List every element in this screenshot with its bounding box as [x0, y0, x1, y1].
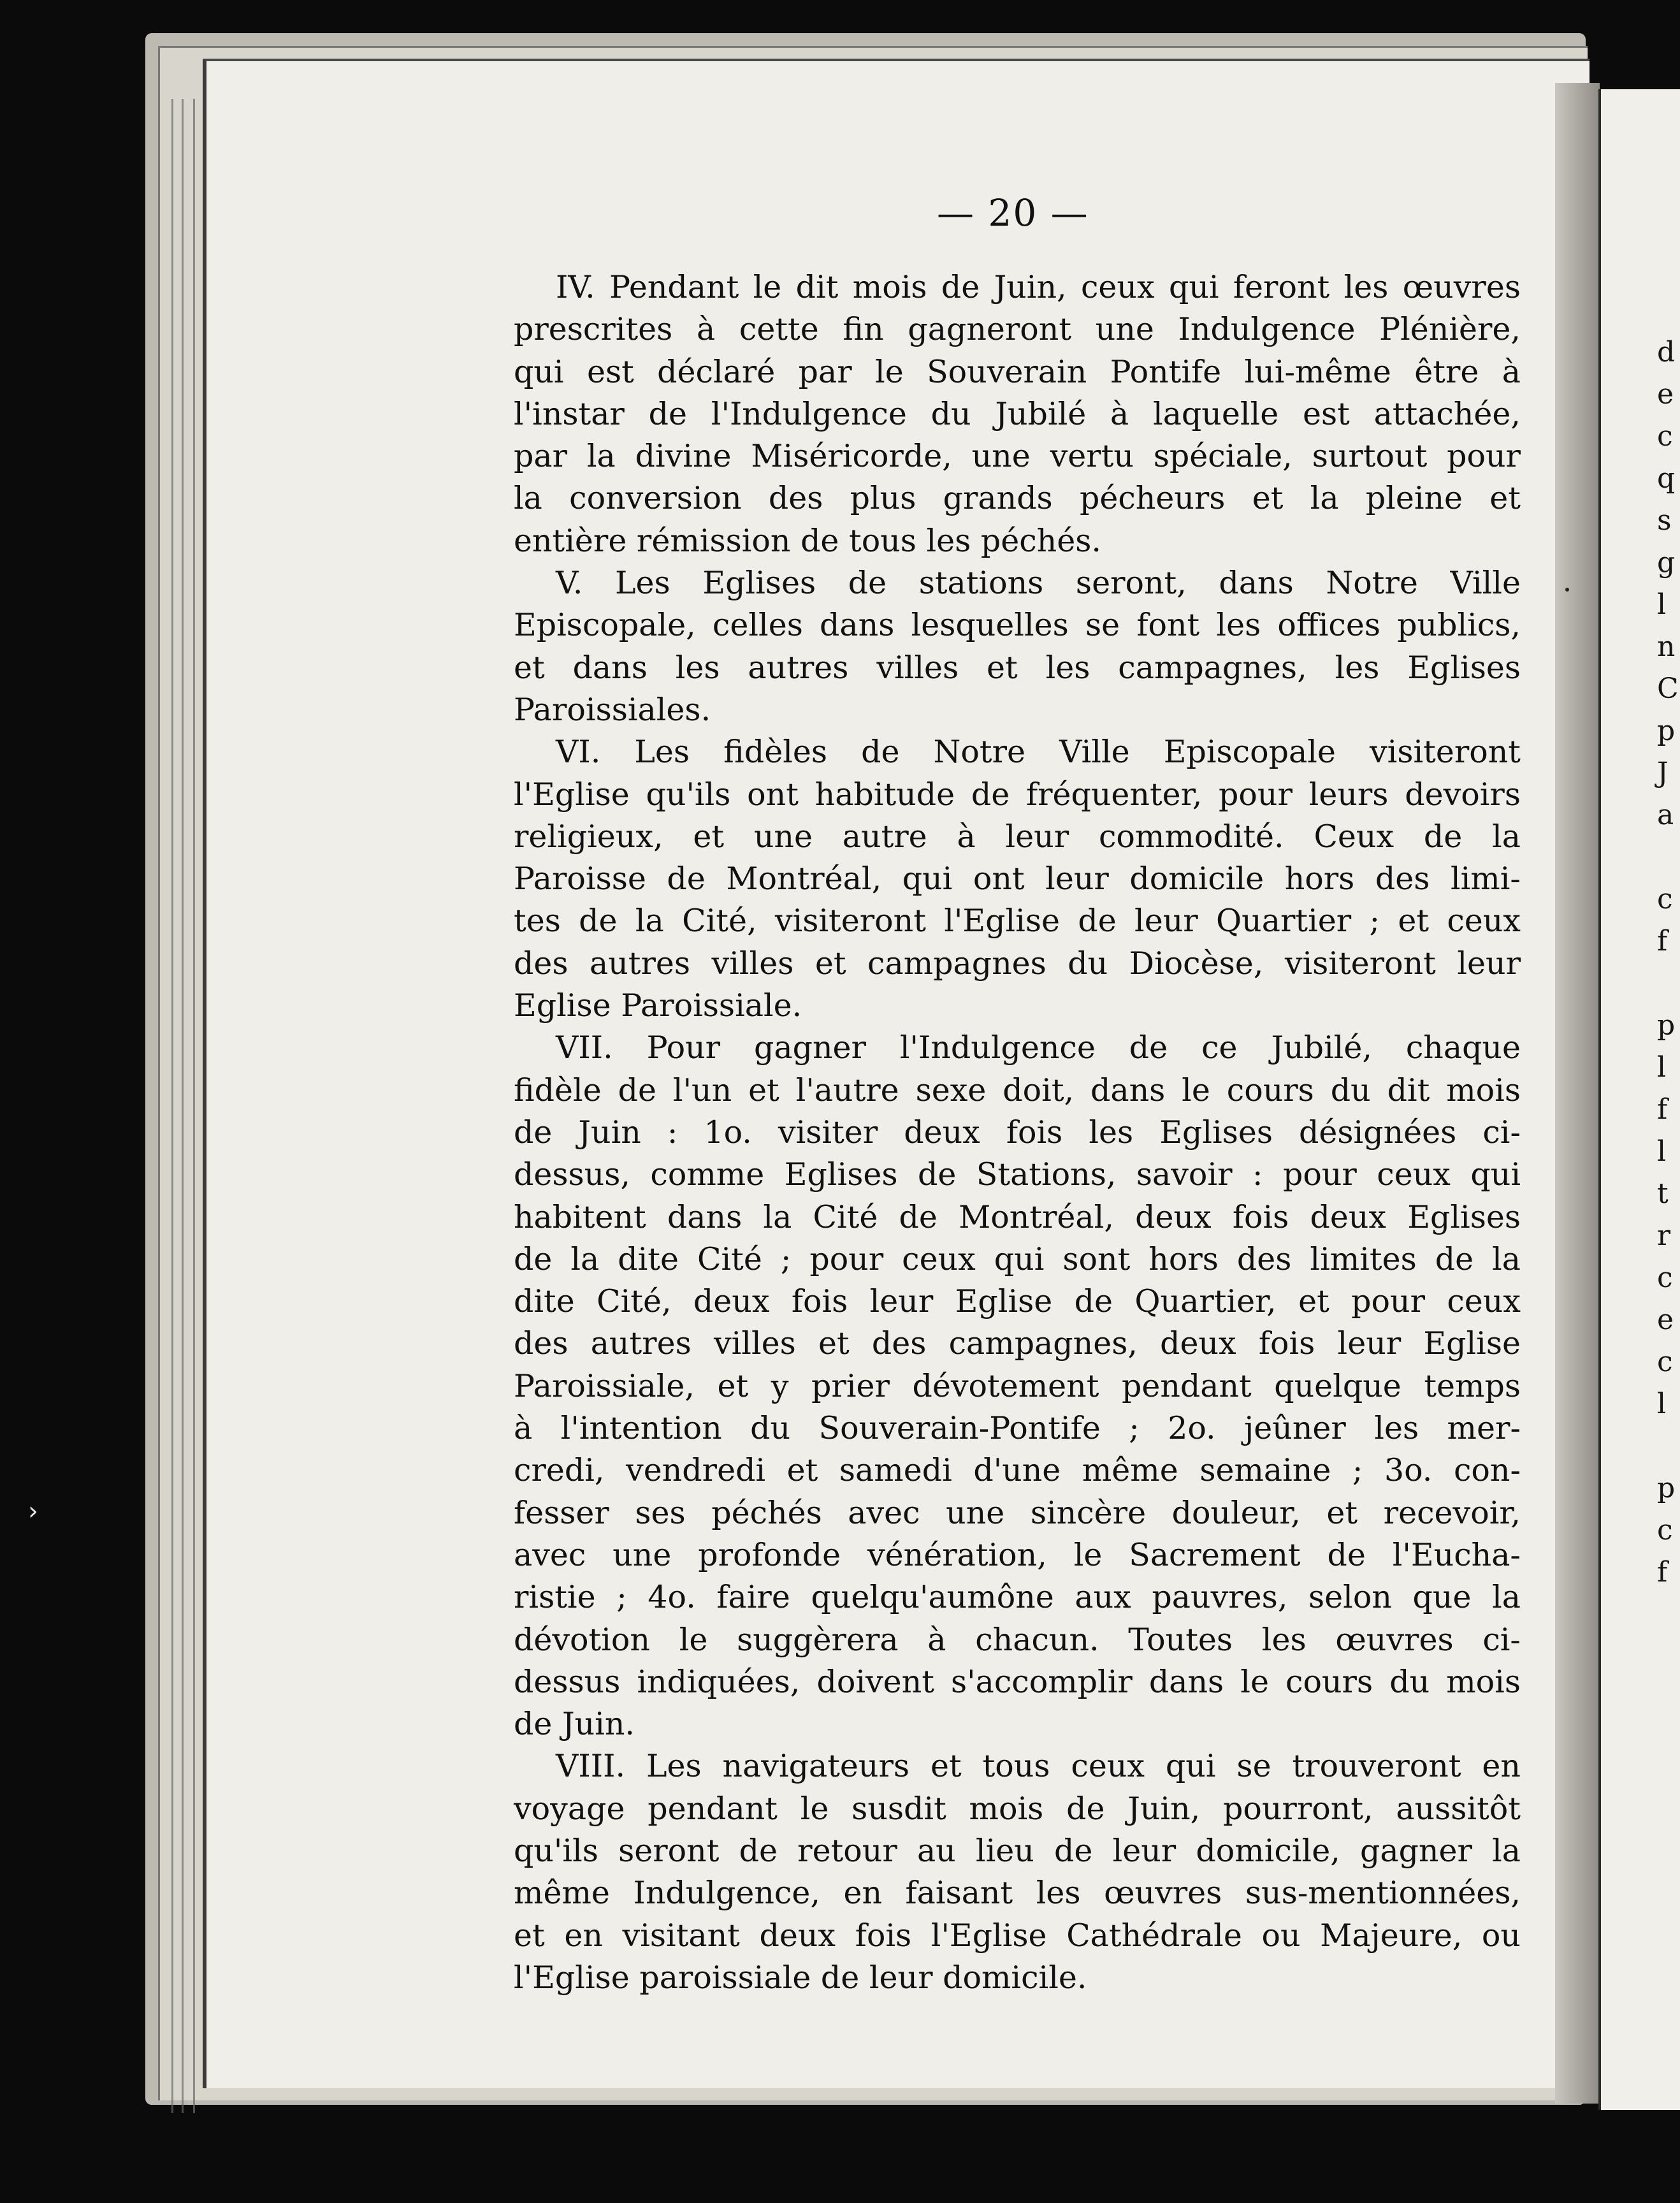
facing-page-fragment: p [1657, 1009, 1676, 1042]
text-line: de la dite Cité ; pour ceux qui sont hors des limites de la [514, 1240, 1521, 1277]
facing-page-fragment: C [1657, 673, 1679, 705]
text-line: credi, vendredi et samedi d'une même semaine ; 3o. con- [514, 1452, 1521, 1489]
page-edge-line [171, 99, 173, 2113]
body-text [514, 266, 1521, 1999]
facing-page-fragment: g [1657, 546, 1676, 579]
text-line: l'Eglise qu'ils ont habitude de fréquenter, pour leurs devoirs [514, 776, 1521, 813]
text-line: qui est déclaré par le Souverain Pontife lui-même être à [514, 353, 1521, 390]
facing-page-fragment: e [1657, 378, 1674, 411]
text-line: et en visitant deux fois l'Eglise Cathédrale ou Majeure, ou [514, 1917, 1521, 1954]
text-line: IV. Pendant le dit mois de Juin, ceux qui feront les œuvres [556, 269, 1521, 305]
facing-page-fragment: q [1657, 462, 1676, 495]
text-line: fidèle de l'un et l'autre sexe doit, dans le cours du dit mois [514, 1072, 1521, 1109]
text-line: à l'intention du Souverain-Pontife ; 2o. jeûner les mer- [514, 1410, 1521, 1447]
text-line: entière rémission de tous les péchés. [514, 522, 1101, 559]
text-line: même Indulgence, en faisant les œuvres sus-mentionnées, [514, 1875, 1521, 1912]
facing-page-fragment: c [1657, 1346, 1673, 1378]
text-line: VIII. Les navigateurs et tous ceux qui se trouveront en [556, 1748, 1521, 1785]
text-line: et dans les autres villes et les campagnes, les Eglises [514, 649, 1521, 686]
text-line: VI. Les fidèles de Notre Ville Episcopale visiteront [556, 734, 1521, 771]
text-line: Eglise Paroissiale. [514, 987, 802, 1024]
facing-page-fragment: f [1657, 925, 1668, 957]
text-line: dessus indiquées, doivent s'accomplir dans le cours du mois [514, 1663, 1521, 1700]
page-edge-line [193, 99, 195, 2113]
text-line: Episcopale, celles dans lesquelles se font les offices publics, [514, 607, 1521, 644]
text-line: ristie ; 4o. faire quelqu'aumône aux pauvres, selon que la [514, 1579, 1521, 1616]
text-line: V. Les Eglises de stations seront, dans Notre Ville [556, 565, 1521, 602]
page-number: — 20 — [937, 191, 1089, 235]
text-line: qu'ils seront de retour au lieu de leur domicile, gagner la [514, 1832, 1521, 1869]
facing-page-fragment: a [1657, 799, 1674, 831]
text-line: Paroissiale, et y prier dévotement pendant quelque temps [514, 1367, 1521, 1404]
facing-page-fragment: s [1657, 504, 1672, 537]
text-line: Paroisse de Montréal, qui ont leur domicile hors des limi- [514, 861, 1521, 898]
facing-page-fragment: d [1657, 336, 1676, 368]
text-line: tes de la Cité, visiteront l'Eglise de leur Quartier ; et ceux [514, 903, 1521, 940]
facing-page-fragment: n [1657, 630, 1676, 663]
facing-page-fragment [1657, 963, 1679, 1005]
facing-page-fragment: r [1657, 1219, 1671, 1252]
facing-page-fragment: f [1657, 1556, 1668, 1589]
text-line: l'instar de l'Indulgence du Jubilé à laquelle est attachée, [514, 395, 1521, 432]
text-line: religieux, et une autre à leur commodité. Ceux de la [514, 818, 1521, 855]
facing-page-fragments [1657, 331, 1679, 1594]
gutter-shadow [1555, 83, 1600, 2104]
text-line: VII. Pour gagner l'Indulgence de ce Jubilé, chaque [556, 1029, 1521, 1066]
facing-page-fragment [1657, 836, 1679, 878]
facing-page-fragment: e [1657, 1304, 1674, 1336]
facing-page-fragment: l [1657, 1135, 1667, 1168]
text-line: fesser ses péchés avec une sincère douleur, et recevoir, [514, 1494, 1521, 1531]
margin-dot [1565, 588, 1569, 592]
text-line: la conversion des plus grands pécheurs et la pleine et [514, 480, 1521, 517]
text-line: voyage pendant le susdit mois de Juin, pourront, aussitôt [514, 1790, 1521, 1827]
facing-page-fragment: p [1657, 1472, 1676, 1504]
facing-page-fragment: c [1657, 883, 1673, 915]
facing-page-fragment [1657, 1425, 1679, 1467]
text-line: prescrites à cette fin gagneront une Indulgence Plénière, [514, 311, 1521, 348]
facing-page-fragment: l [1657, 1051, 1667, 1084]
text-line: des autres villes et campagnes du Diocèse, visiteront leur [514, 945, 1521, 982]
facing-page-fragment: l [1657, 1388, 1667, 1420]
text-line: avec une profonde vénération, le Sacrement de l'Eucha- [514, 1536, 1521, 1573]
text-line: Paroissiales. [514, 691, 711, 728]
facing-page-fragment: t [1657, 1177, 1669, 1210]
text-line: dessus, comme Eglises de Stations, savoir : pour ceux qui [514, 1156, 1521, 1193]
text-line: l'Eglise paroissiale de leur domicile. [514, 1959, 1087, 1996]
facing-page-fragment: c [1657, 1261, 1673, 1294]
facing-page-fragment: f [1657, 1093, 1668, 1126]
facing-page-fragment: p [1657, 715, 1676, 747]
text-line: de Juin : 1o. visiter deux fois les Eglises désignées ci- [514, 1114, 1521, 1151]
text-line: dite Cité, deux fois leur Eglise de Quartier, et pour ceux [514, 1283, 1521, 1320]
facing-page-fragment: J [1657, 757, 1669, 789]
text-line: des autres villes et des campagnes, deux fois leur Eglise [514, 1325, 1521, 1362]
facing-page-fragment: l [1657, 588, 1667, 621]
text-line: dévotion le suggèrera à chacun. Toutes les œuvres ci- [514, 1621, 1521, 1658]
text-line: par la divine Miséricorde, une vertu spéciale, surtout pour [514, 438, 1521, 475]
text-line: habitent dans la Cité de Montréal, deux fois deux Eglises [514, 1198, 1521, 1235]
text-line: de Juin. [514, 1706, 635, 1743]
margin-mark: › [28, 1497, 38, 1526]
page-edge-line [182, 99, 184, 2113]
facing-page-fragment: c [1657, 420, 1673, 453]
facing-page-fragment: c [1657, 1514, 1673, 1546]
